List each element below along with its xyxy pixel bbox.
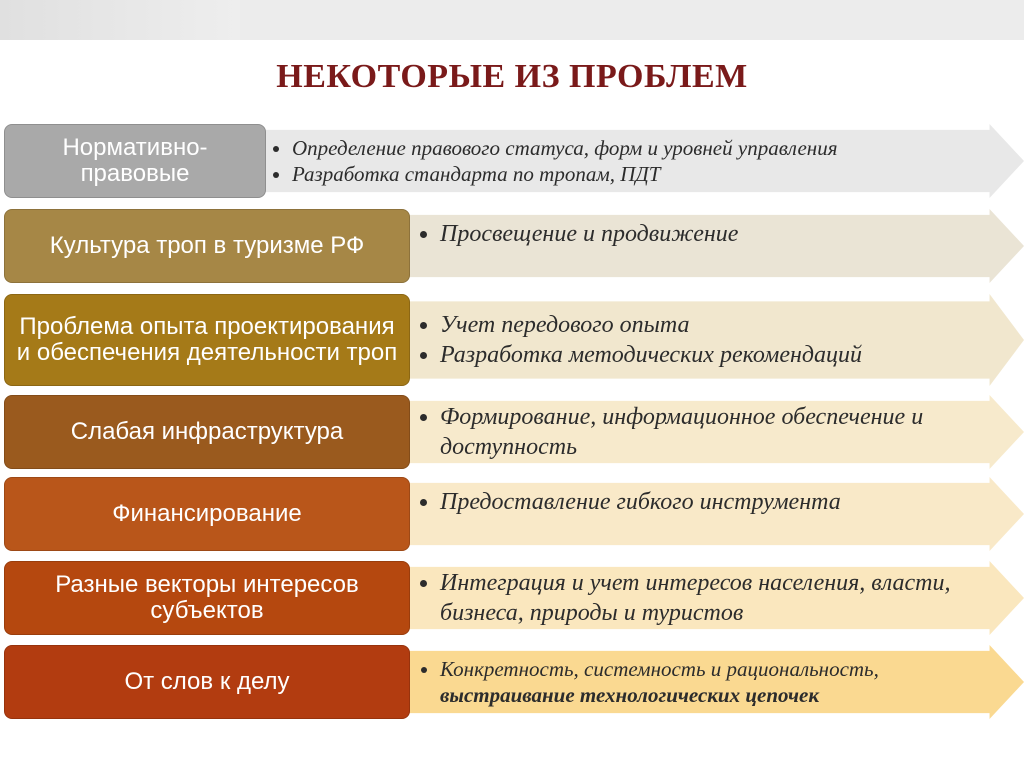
problem-box-2: Культура троп в туризме РФ [4,209,410,283]
solution-list-3 [418,294,988,386]
problem-box-1: Нормативно-правовые [4,124,266,198]
problem-row-1 [0,124,1024,198]
problem-box-3: Проблема опыта проектирования и обеспечения деятельности троп [4,294,410,386]
solution-list-2 [418,209,988,283]
solution-item: • Разработка стандарта по тропам, ПДТ [292,161,1000,187]
problem-row-7 [0,645,1024,719]
solution-item: • Разработка методических рекомендаций [440,340,988,370]
slide-title: НЕКОТОРЫЕ ИЗ ПРОБЛЕМ [276,58,748,95]
solution-item: • Предоставление гибкого инструмента [440,487,988,517]
problem-row-3 [0,294,1024,386]
problem-row-2 [0,209,1024,283]
problem-row-4 [0,395,1024,469]
solution-list-1 [270,124,1000,198]
solution-item: • Просвещение и продвижение [440,219,988,249]
solution-item: • Формирование, информационное обеспечение и доступность [440,402,988,462]
solution-list-5 [418,477,988,551]
problem-box-4: Слабая инфраструктура [4,395,410,469]
problem-row-5 [0,477,1024,551]
solution-text: Конкретность, системность и рациональность, [440,656,879,681]
solution-list-7 [418,645,988,719]
solution-list-4 [418,395,988,469]
solution-item: • Определение правового статуса, форм и уровней управления [292,135,1000,161]
solution-item: • Учет передового опыта [440,310,988,340]
problem-box-6: Разные векторы интересов субъектов [4,561,410,635]
solution-list-6 [418,561,988,635]
solution-bold-text: выстраивание технологических цепочек [440,683,819,707]
problem-row-6 [0,561,1024,635]
problem-box-7: От слов к делу [4,645,410,719]
solution-item [440,656,988,709]
problem-box-5: Финансирование [4,477,410,551]
solution-item: • Интеграция и учет интересов населения, власти, бизнеса, природы и туристов [440,568,988,628]
top-accent-bar [0,0,240,40]
